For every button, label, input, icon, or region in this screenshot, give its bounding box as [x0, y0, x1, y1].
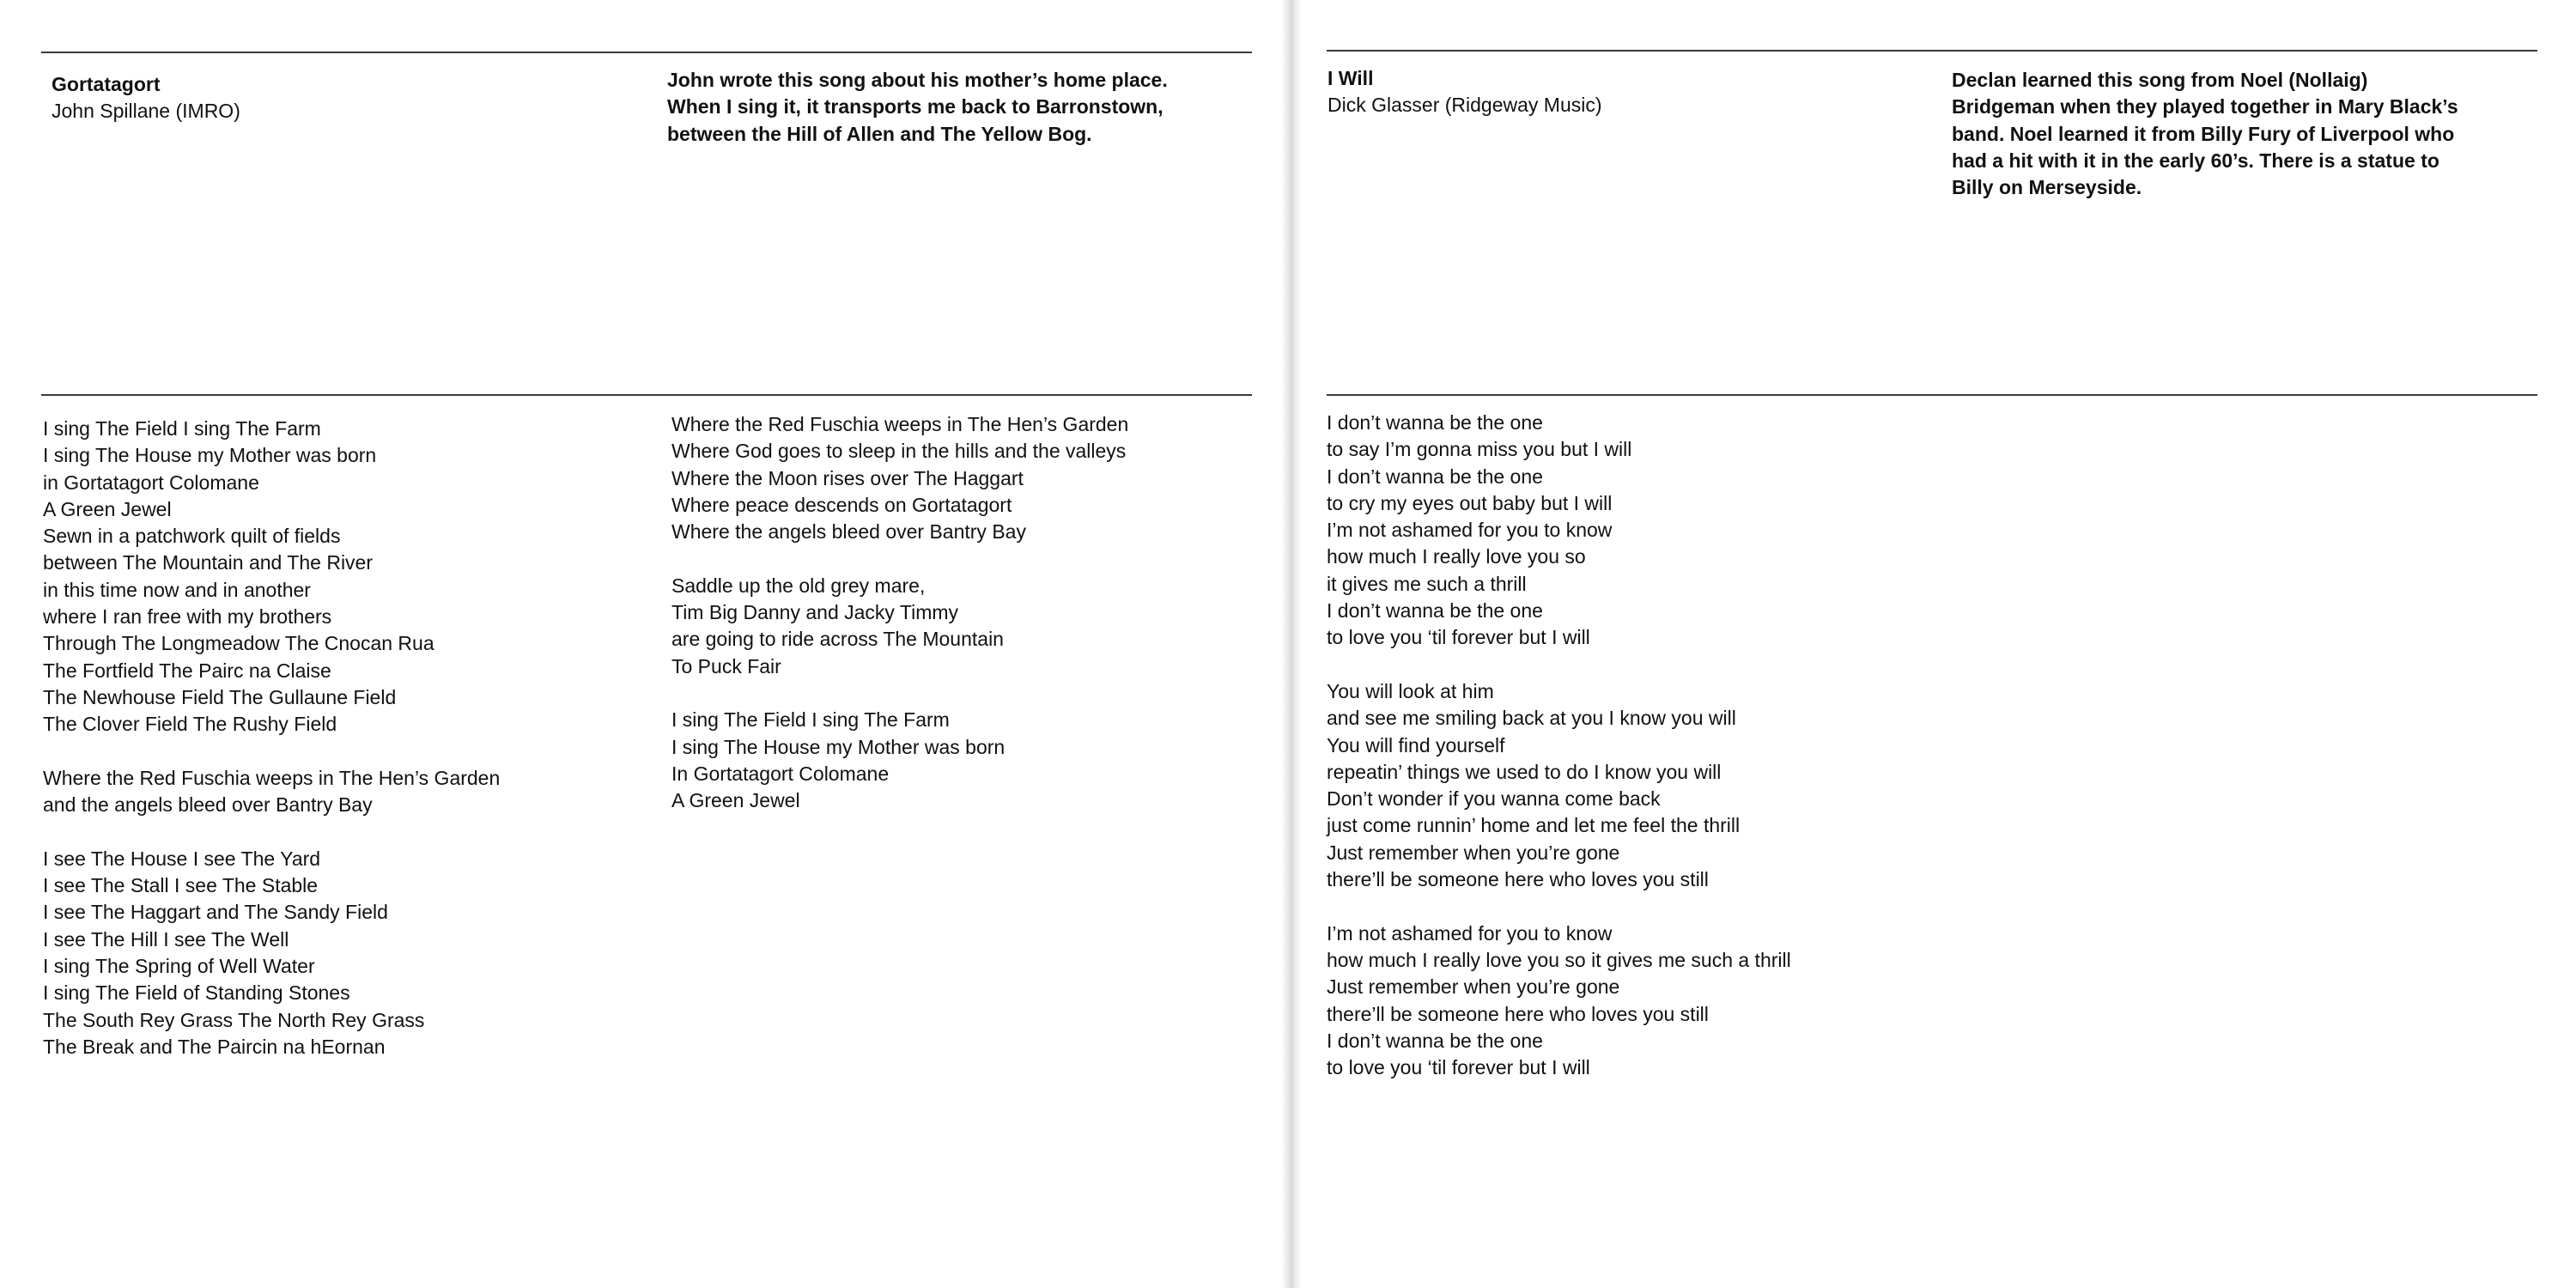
song-title: I Will	[1327, 67, 1374, 89]
right-lyrics-column	[1327, 410, 1791, 1081]
lyric-line: are going to ride across The Mountain	[671, 628, 1004, 651]
lyric-line: I see The Haggart and The Sandy Field	[43, 901, 388, 924]
note-line: had a hit with it in the early 60’s. There is a statue to	[1952, 149, 2439, 172]
left-song-header	[52, 71, 240, 125]
lyric-line: I don’t wanna be the one	[1327, 599, 1543, 623]
lyric-line: to say I’m gonna miss you but I will	[1327, 438, 1632, 461]
lyric-line: I don’t wanna be the one	[1327, 411, 1543, 434]
lyric-line: repeatin’ things we used to do I know you will	[1327, 760, 1722, 783]
lyric-line: to love you ‘til forever but I will	[1327, 626, 1590, 649]
lyric-line: I’m not ashamed for you to know	[1327, 921, 1613, 945]
song-title: Gortatagort	[52, 73, 161, 95]
lyric-line: there’ll be someone here who loves you still	[1327, 868, 1709, 891]
left-lyrics-column-1	[43, 416, 500, 1060]
lyric-line: Through The Longmeadow The Cnocan Rua	[43, 632, 434, 655]
lyric-line: To Puck Fair	[671, 654, 781, 677]
lyric-line: The Clover Field The Rushy Field	[43, 713, 337, 736]
song-credit: Dick Glasser (Ridgeway Music)	[1327, 94, 1602, 117]
note-line: When I sing it, it transports me back to Barronstown,	[667, 95, 1163, 118]
lyric-line: Where the angels bleed over Bantry Bay	[671, 520, 1026, 544]
lyric-line: and the angels bleed over Bantry Bay	[43, 793, 373, 817]
lyric-line: I sing The Field I sing The Farm	[671, 708, 950, 732]
left-song-note	[667, 67, 1168, 148]
right-song-note	[1952, 67, 2458, 201]
lyric-line: Where the Red Fuschia weeps in The Hen’s Garden	[43, 766, 501, 789]
note-line: Billy on Merseyside.	[1952, 176, 2142, 199]
left-top-rule	[41, 52, 1252, 53]
lyric-line: Where the Moon rises over The Haggart	[671, 466, 1024, 489]
lyric-line: it gives me such a thrill	[1327, 572, 1527, 595]
right-mid-rule	[1327, 394, 2537, 396]
lyric-line: The South Rey Grass The North Rey Grass	[43, 1008, 425, 1031]
lyric-line: and see me smiling back at you I know you will	[1327, 707, 1736, 730]
lyric-line: in this time now and in another	[43, 578, 311, 601]
lyric-line: I’m not ashamed for you to know	[1327, 519, 1613, 542]
lyric-line: I see The Stall I see The Stable	[43, 874, 319, 897]
lyric-line: to cry my eyes out baby but I will	[1327, 491, 1613, 514]
lyric-line: Where the Red Fuschia weeps in The Hen’s Garden	[671, 413, 1129, 435]
right-top-rule	[1327, 50, 2537, 52]
book-gutter	[1281, 0, 1302, 1288]
lyric-line: You will look at him	[1327, 679, 1494, 702]
lyric-line: I see The Hill I see The Well	[43, 927, 289, 951]
lyric-line: A Green Jewel	[671, 789, 800, 812]
lyric-line: how much I really love you so it gives me such a thrill	[1327, 948, 1791, 971]
lyric-line: I see The House I see The Yard	[43, 847, 321, 870]
lyric-line: Just remember when you’re gone	[1327, 841, 1620, 864]
stanza-gap	[671, 680, 1128, 707]
lyric-line: The Fortfield The Pairc na Claise	[43, 659, 331, 682]
lyric-line: between The Mountain and The River	[43, 551, 374, 574]
lyric-line: there’ll be someone here who loves you still	[1327, 1002, 1709, 1025]
note-line: between the Hill of Allen and The Yellow Bog.	[667, 122, 1092, 145]
lyric-line: Don’t wonder if you wanna come back	[1327, 787, 1661, 811]
lyric-line: Just remember when you’re gone	[1327, 975, 1620, 999]
stanza-gap	[1327, 893, 1791, 920]
lyric-line: The Break and The Paircin na hEornan	[43, 1035, 386, 1058]
stanza-gap	[43, 818, 500, 845]
lyric-line: in Gortatagort Colomane	[43, 471, 259, 494]
lyric-line: Where peace descends on Gortatagort	[671, 493, 1012, 516]
lyric-line: I sing The Spring of Well Water	[43, 954, 315, 977]
lyric-line: I sing The House my Mother was born	[43, 444, 377, 467]
lyric-line: to love you ‘til forever but I will	[1327, 1056, 1590, 1079]
lyric-line: just come runnin’ home and let me feel the thrill	[1327, 814, 1741, 837]
right-song-header	[1327, 65, 1602, 119]
stanza-gap	[1327, 652, 1791, 678]
lyric-line: I don’t wanna be the one	[1327, 1029, 1543, 1052]
lyric-line: Saddle up the old grey mare,	[671, 574, 926, 597]
lyric-line: Tim Big Danny and Jacky Timmy	[671, 601, 959, 624]
lyric-line: Sewn in a patchwork quilt of fields	[43, 525, 341, 548]
lyric-line: In Gortatagort Colomane	[671, 762, 890, 785]
lyric-line: I sing The Field of Standing Stones	[43, 981, 350, 1005]
lyric-line: The Newhouse Field The Gullaune Field	[43, 685, 397, 708]
lyric-line: how much I really love you so	[1327, 545, 1586, 568]
stanza-gap	[671, 545, 1128, 572]
lyric-line: A Green Jewel	[43, 497, 172, 520]
note-line: Bridgeman when they played together in Mary Black’s	[1952, 95, 2458, 118]
lyric-line: I don’t wanna be the one	[1327, 465, 1543, 488]
stanza-gap	[43, 738, 500, 765]
lyric-line: I sing The House my Mother was born	[671, 735, 1005, 758]
lyric-line: I sing The Field I sing The Farm	[43, 417, 321, 440]
left-lyrics-column-2	[671, 411, 1128, 814]
note-line: Declan learned this song from Noel (Nollaig)	[1952, 69, 2368, 91]
note-line: band. Noel learned it from Billy Fury of Liverpool who	[1952, 122, 2455, 145]
lyric-line: You will find yourself	[1327, 733, 1505, 756]
lyric-line: Where God goes to sleep in the hills and the valleys	[671, 440, 1127, 463]
note-line: John wrote this song about his mother’s home place.	[667, 69, 1168, 91]
left-mid-rule	[41, 394, 1252, 396]
lyric-line: where I ran free with my brothers	[43, 605, 332, 629]
song-credit: John Spillane (IMRO)	[52, 100, 240, 123]
